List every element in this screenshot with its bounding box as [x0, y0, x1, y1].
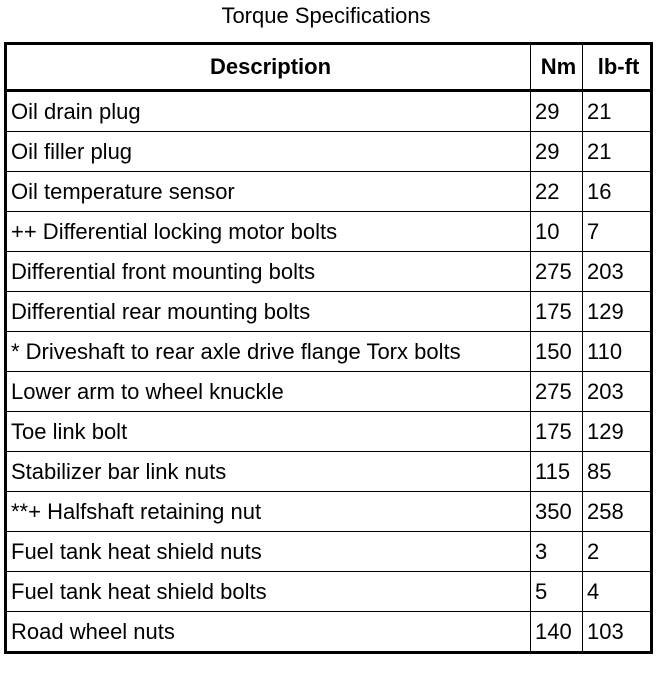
torque-specifications-table	[4, 42, 653, 654]
table-row	[6, 532, 652, 572]
description-cell: ++ Differential locking motor bolts	[6, 212, 531, 252]
description-cell: Oil filler plug	[6, 132, 531, 172]
lbft-cell: 4	[583, 572, 652, 612]
table-row	[6, 572, 652, 612]
nm-cell: 275	[531, 372, 583, 412]
nm-cell: 115	[531, 452, 583, 492]
nm-cell: 5	[531, 572, 583, 612]
table-row	[6, 412, 652, 452]
table-title: Torque Specifications	[221, 3, 431, 28]
nm-cell: 175	[531, 292, 583, 332]
column-header-lbft: lb-ft	[583, 44, 652, 91]
lbft-cell: 203	[583, 372, 652, 412]
lbft-cell: 258	[583, 492, 652, 532]
description-cell: Fuel tank heat shield nuts	[6, 532, 531, 572]
table-row	[6, 172, 652, 212]
nm-cell: 175	[531, 412, 583, 452]
lbft-cell: 110	[583, 332, 652, 372]
table-row	[6, 332, 652, 372]
description-cell: Stabilizer bar link nuts	[6, 452, 531, 492]
column-header-description: Description	[6, 44, 531, 91]
table-row	[6, 212, 652, 252]
description-cell: Lower arm to wheel knuckle	[6, 372, 531, 412]
description-cell: **+ Halfshaft retaining nut	[6, 492, 531, 532]
nm-cell: 275	[531, 252, 583, 292]
description-cell: Road wheel nuts	[6, 612, 531, 653]
lbft-cell: 85	[583, 452, 652, 492]
nm-cell: 29	[531, 91, 583, 132]
table-row	[6, 132, 652, 172]
nm-cell: 10	[531, 212, 583, 252]
description-cell: Differential front mounting bolts	[6, 252, 531, 292]
lbft-cell: 7	[583, 212, 652, 252]
lbft-cell: 203	[583, 252, 652, 292]
lbft-cell: 16	[583, 172, 652, 212]
nm-cell: 22	[531, 172, 583, 212]
nm-cell: 3	[531, 532, 583, 572]
description-cell: Oil drain plug	[6, 91, 531, 132]
description-cell: Fuel tank heat shield bolts	[6, 572, 531, 612]
table-row	[6, 91, 652, 132]
table-row	[6, 452, 652, 492]
header-row	[6, 44, 652, 91]
nm-cell: 140	[531, 612, 583, 653]
lbft-cell: 129	[583, 412, 652, 452]
nm-cell: 350	[531, 492, 583, 532]
lbft-cell: 2	[583, 532, 652, 572]
table-row	[6, 372, 652, 412]
table-row	[6, 252, 652, 292]
description-cell: Toe link bolt	[6, 412, 531, 452]
nm-cell: 29	[531, 132, 583, 172]
lbft-cell: 21	[583, 91, 652, 132]
lbft-cell: 103	[583, 612, 652, 653]
nm-cell: 150	[531, 332, 583, 372]
description-cell: * Driveshaft to rear axle drive flange Torx bolts	[6, 332, 531, 372]
description-cell: Differential rear mounting bolts	[6, 292, 531, 332]
table-row	[6, 292, 652, 332]
lbft-cell: 21	[583, 132, 652, 172]
column-header-nm: Nm	[531, 44, 583, 91]
table-row	[6, 492, 652, 532]
description-cell: Oil temperature sensor	[6, 172, 531, 212]
lbft-cell: 129	[583, 292, 652, 332]
table-row	[6, 612, 652, 653]
